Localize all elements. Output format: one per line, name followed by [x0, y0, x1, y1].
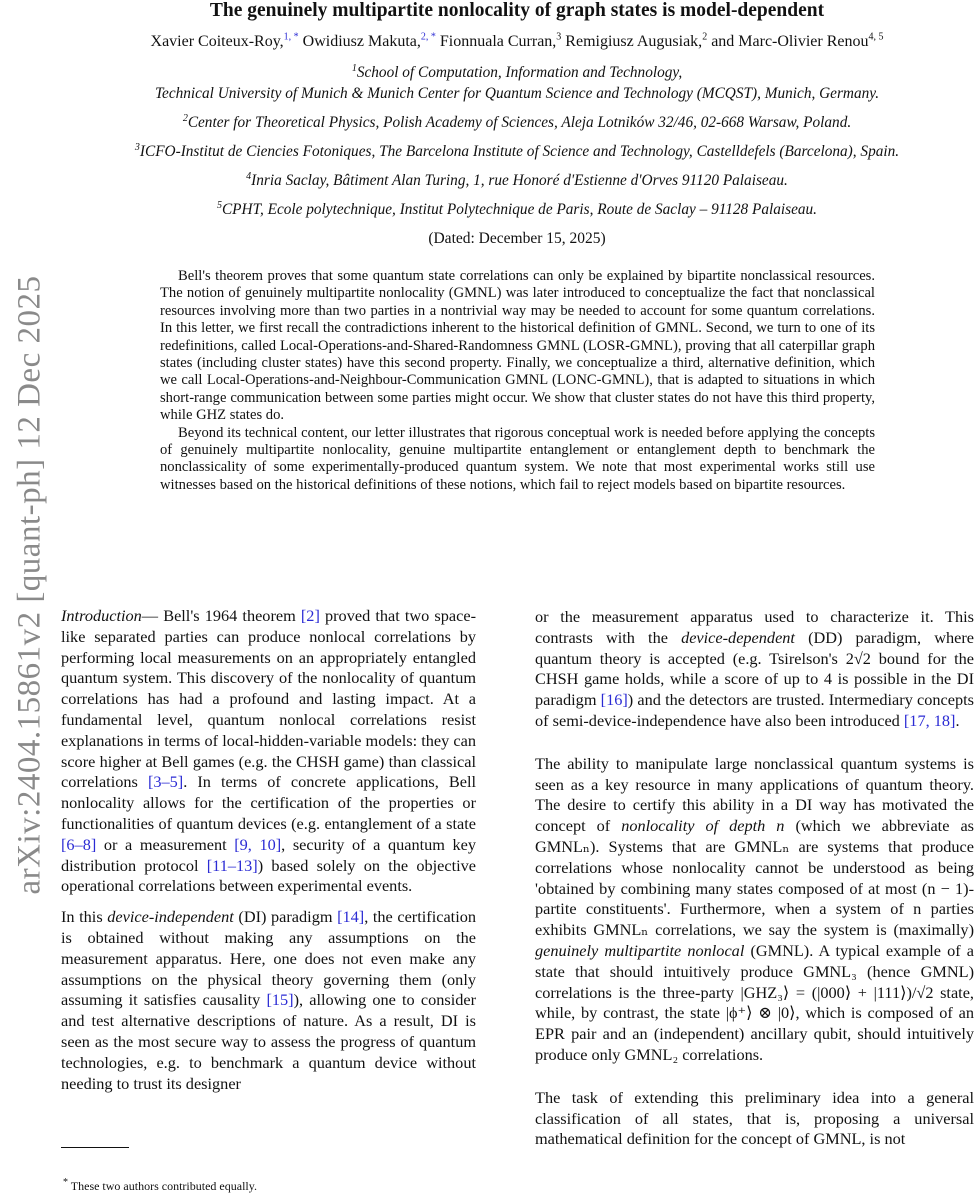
- emphasis: device-dependent: [681, 627, 795, 647]
- body-text: ) and the detectors are trusted. Intermediary concepts of semi-device-independence have also been introduced: [535, 690, 974, 730]
- body-text: (DD) paradigm, where quantum theory is accepted (e.g. Tsirelson's 2√2 bound for the CHSH game holds, while a score of up to 4 is possible in the DI paradigm: [535, 627, 974, 710]
- author: Fionnuala Curran,: [435, 33, 557, 50]
- body-paragraph: [61, 907, 476, 1094]
- affiliation-number: 1: [351, 62, 357, 74]
- affiliation-number: 5: [216, 199, 222, 211]
- body-text: .: [955, 710, 960, 730]
- footnote-mark: *: [63, 1177, 68, 1188]
- author-affiliation-mark: 2: [702, 31, 708, 43]
- affiliation-text: ICFO-Institut de Ciencies Fotoniques, The Barcelona Institute of Science and Technology, Castelldefels (Barcelona), Spain.: [139, 143, 900, 160]
- citation-link[interactable]: [17, 18]: [903, 710, 956, 730]
- body-paragraph: [535, 607, 974, 732]
- affiliation-text: School of Computation, Information and Technology,: [356, 64, 683, 81]
- body-text: In this: [61, 907, 108, 927]
- abstract-paragraph: Beyond its technical content, our letter illustrates that rigorous conceptual work is needed before applying the concepts of genuinely multipartite nonlocality, genuine multipartite entanglement or entanglement depth to benchmark the nonclassicality of some experimentally-produced quantum system. We note that most experimental works still use witnesses based on the historical definitions of these notions, which fail to reject models based on bipartite resources.: [160, 424, 875, 493]
- body-paragraph: [61, 606, 476, 897]
- emphasis: nonlocality of depth n: [621, 816, 785, 836]
- author-list: [60, 32, 974, 52]
- affiliation-4: [60, 170, 974, 191]
- abstract: [160, 268, 875, 494]
- citation-link[interactable]: [2]: [300, 606, 320, 625]
- author: Remigiusz Augusiak,: [561, 33, 703, 50]
- body-text: . In terms of concrete applications, Bell nonlocality allows for the certification of the properties or functionalities of quantum devices (e.g. entanglement of a state: [61, 772, 477, 833]
- affiliation-3: [60, 141, 974, 162]
- author: Owidiusz Makuta,: [298, 33, 421, 50]
- body-text: , security of a quantum key distribution protocol: [61, 834, 477, 875]
- footnote-text: These two authors contributed equally.: [68, 1179, 257, 1193]
- paper-title: The genuinely multipartite nonlocality of graph states is model-dependent: [209, 0, 825, 21]
- footnote-divider: [61, 1147, 129, 1148]
- left-column: [61, 606, 476, 1104]
- body-paragraph: [535, 754, 974, 1066]
- abstract-paragraph: Bell's theorem proves that some quantum state correlations can only be explained by bipartite nonclassical resources. The notion of genuinely multipartite nonlocality (GMNL) was later introduced to conceptualize the fact that nonclassical resources involving more than two parties in a nontrivial way may be needed to account for some quantum correlations. In this letter, we first recall the contradictions inherent to the historical definition of GMNL. Second, we turn to one of its redefinitions, called Local-Operations-and-Shared-Randomness GMNL (LOSR-GMNL), proving that all caterpillar graph states (including cluster states) have this second property. Finally, we conceptualize a third, alternative definition, which we call Local-Operations-and-Neighbour-Communication GMNL (LONC-GMNL), that is adapted to situations in which short-range communication between some parties might occur. We show that cluster states do not have this third property, while GHZ states do.: [160, 268, 875, 424]
- affiliation-text: CPHT, Ecole polytechnique, Institut Polytechnique de Paris, Route de Saclay – 91128 Palaiseau.: [221, 201, 818, 218]
- body-text: (which we abbreviate as GMNLₙ). Systems that are GMNLₙ are systems that produce correlations whose nonlocality cannot be understood as being 'obtained by combining many states composed of at most (n − 1)-partite constituents'. Furthermore, when a system of n parties exhibits GMNLₙ correlations, we say the system is (maximally): [535, 816, 974, 940]
- body-text: (GMNL). A typical example of a state that should intuitively produce GMNL₃ (hence GMNL) correlations is the three-party |GHZ₃⟩ = (|000⟩ + |111⟩)/√2 state, while, by contrast, the state |ϕ⁺⟩ ⊗ |0⟩, which is composed of an EPR pair and an (independent) ancillary qubit, should intuitively produce only GMNL₂ correlations.: [535, 940, 974, 1064]
- date-line: (Dated: December 15, 2025): [428, 230, 606, 247]
- right-column: [535, 607, 974, 1160]
- citation-link[interactable]: [14]: [337, 907, 365, 927]
- citation-link[interactable]: [3–5]: [147, 772, 184, 792]
- citation-link[interactable]: [9, 10]: [234, 834, 282, 854]
- body-text: — Bell's 1964 theorem: [141, 606, 301, 625]
- body-text: ) based solely on the objective operational correlations between experimental events.: [61, 855, 476, 896]
- citation-link[interactable]: [16]: [600, 690, 628, 710]
- body-text: The ability to manipulate large nonclassical quantum systems is seen as a key resource in many applications of quantum theory. The desire to certify this ability in a DI way has motivated the concept of: [535, 753, 974, 836]
- emphasis: device-independent: [107, 907, 234, 927]
- affiliation-5: [60, 199, 974, 220]
- affiliation-number: 4: [246, 170, 252, 182]
- footnote: [63, 1179, 257, 1194]
- body-text: or a measurement: [96, 834, 235, 854]
- citation-link[interactable]: [11–13]: [206, 855, 258, 875]
- author: and Marc-Olivier Renou: [707, 33, 869, 50]
- body-text: proved that two space-like separated parties can produce nonlocal correlations by performing local measurements on an appropriately entangled quantum system. This discovery of the nonlocality of quantum correlations has had a profound and lasting impact. At a fundamental level, quantum nonlocal correlations resist explanations in terms of local-hidden-variable models: they can score higher at Bell games (e.g. the CHSH game) than classical correlations: [61, 606, 476, 792]
- body-text: , the certification is obtained without making any assumptions on the measurement apparatus. Here, one does not even make any assumptions on the physical theory governing them (only assuming it satisfies causality: [61, 907, 476, 1010]
- affiliation-number: 3: [134, 141, 140, 153]
- affiliation-text: Center for Theoretical Physics, Polish Academy of Sciences, Aleja Lotników 32/46, 02-668 Warsaw, Poland.: [187, 114, 852, 131]
- body-text: ), allowing one to consider and test alternative descriptions of nature. As a result, DI is seen as the most secure way to assess the progress of quantum technologies, e.g. to benchmark a quantum device without needing to trust its designer: [61, 990, 477, 1093]
- author-affiliation-mark[interactable]: 1, *: [283, 31, 299, 43]
- body-text: or the measurement apparatus used to characterize it. This contrasts with the: [535, 607, 974, 647]
- citation-link[interactable]: [15]: [266, 990, 294, 1010]
- arxiv-stamp: [0, 0, 60, 1200]
- section-heading: Introduction: [61, 606, 142, 625]
- citation-link[interactable]: [6–8]: [61, 834, 97, 854]
- affiliation-number: 2: [182, 112, 188, 124]
- author-affiliation-mark: 4, 5: [868, 31, 884, 43]
- arxiv-identifier: arXiv:2404.15861v2 [quant-ph] 12 Dec 2025: [11, 275, 48, 895]
- emphasis: genuinely multipartite nonlocal: [535, 940, 745, 960]
- author-affiliation-mark: 3: [556, 31, 562, 43]
- affiliation-text: Inria Saclay, Bâtiment Alan Turing, 1, rue Honoré d'Estienne d'Orves 91120 Palaiseau.: [251, 172, 788, 189]
- paper-header: [60, 0, 974, 248]
- affiliation-1: [60, 62, 974, 104]
- body-paragraph: The task of extending this preliminary idea into a general classification of all states, that is, proposing a universal mathematical definition for the concept of GMNL, is not: [535, 1087, 974, 1149]
- body-text: (DI) paradigm: [233, 907, 338, 927]
- affiliation-2: [60, 112, 974, 133]
- author-affiliation-mark[interactable]: 2, *: [420, 31, 436, 43]
- author: Xavier Coiteux-Roy,: [150, 33, 284, 50]
- affiliation-text: Technical University of Munich & Munich Center for Quantum Science and Technology (MCQST), Munich, Germany.: [154, 85, 880, 102]
